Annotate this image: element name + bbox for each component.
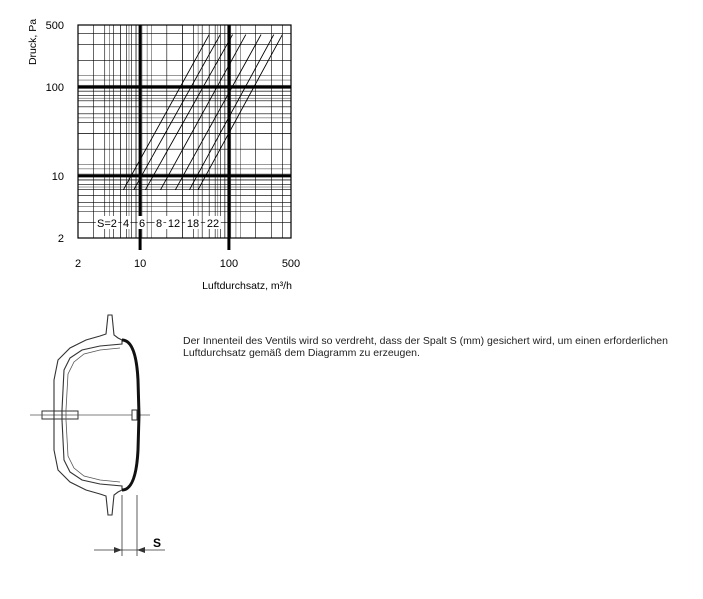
curve-s-2 xyxy=(123,35,209,190)
dimension-label: S xyxy=(153,536,162,550)
description-text xyxy=(183,335,683,359)
gap-label-6: 6 xyxy=(138,218,146,230)
description-line-2: Luftdurchsatz gemäß dem Diagramm zu erzeugen. xyxy=(183,347,420,359)
curve-s-8 xyxy=(161,35,246,190)
valve-nut xyxy=(132,410,137,420)
x-tick-label: 100 xyxy=(219,258,239,270)
y-tick-label: 10 xyxy=(51,170,64,183)
x-tick-label: 2 xyxy=(74,258,82,270)
gap-label-22: 22 xyxy=(206,218,220,230)
y-axis-label: Druck, Pa xyxy=(27,18,39,66)
x-tick-label: 10 xyxy=(133,258,147,270)
gap-label-8: 8 xyxy=(155,218,163,230)
gap-label-4: 4 xyxy=(122,218,130,230)
description-line-1: Der Innenteil des Ventils wird so verdreht, dass der Spalt S (mm) gesichert wird, um einen erforderlichen xyxy=(183,335,668,347)
gap-label-18: 18 xyxy=(186,218,200,230)
y-tick-label: 500 xyxy=(45,20,64,32)
gap-label-12: 12 xyxy=(167,218,181,230)
x-tick-labels xyxy=(75,258,300,270)
curve-s-4 xyxy=(134,35,220,190)
x-tick-label: 500 xyxy=(281,258,301,270)
x-axis-label: Luftdurchsatz, m³/h xyxy=(202,280,292,292)
pressure-flow-chart xyxy=(0,0,330,300)
curve-s-6 xyxy=(145,35,232,190)
curve-s-12 xyxy=(175,35,261,190)
dimension-arrow-right xyxy=(137,547,145,553)
y-tick-labels xyxy=(46,20,64,245)
curve-s-22 xyxy=(198,35,282,190)
dimension-arrow-left xyxy=(114,547,122,553)
y-tick-label: 2 xyxy=(57,233,64,245)
plot-frame xyxy=(78,25,291,238)
gap-label-2: S=2 xyxy=(97,218,117,230)
y-tick-label: 100 xyxy=(45,82,64,95)
valve-drawing xyxy=(0,300,200,560)
